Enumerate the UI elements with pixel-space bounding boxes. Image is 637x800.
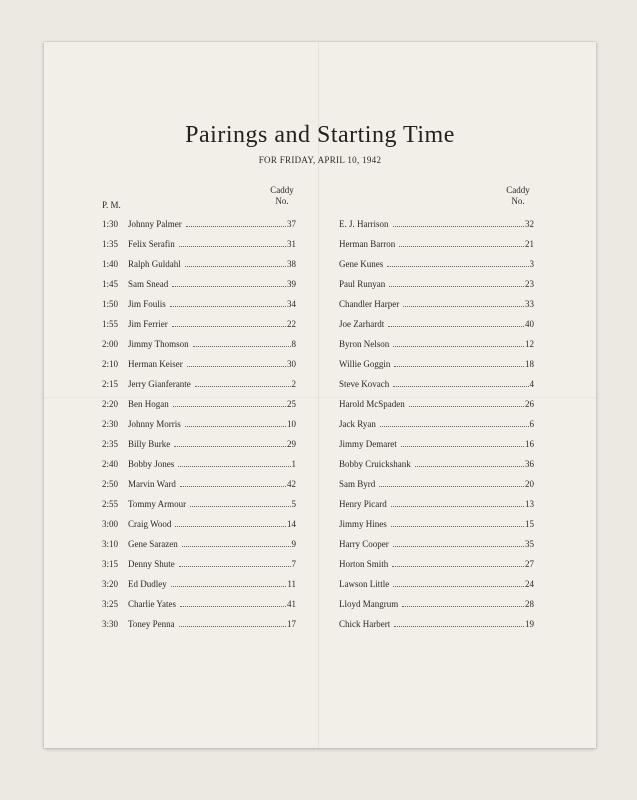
leader-dots bbox=[393, 386, 529, 387]
tee-time: 2:30 bbox=[102, 419, 119, 429]
pairing-row bbox=[44, 497, 596, 511]
caddy-number: 26 bbox=[525, 399, 534, 409]
caddy-number: 23 bbox=[525, 279, 534, 289]
caddy-number: 10 bbox=[287, 419, 296, 429]
pairing-row bbox=[44, 517, 596, 531]
tee-time: 2:15 bbox=[102, 379, 119, 389]
leader-dots bbox=[393, 346, 524, 347]
caddy-number: 37 bbox=[287, 219, 296, 229]
tee-time: 1:45 bbox=[102, 279, 119, 289]
leader-dots bbox=[402, 606, 524, 607]
leader-dots bbox=[172, 286, 286, 287]
caddy-header-line1: Caddy bbox=[506, 185, 530, 195]
caddy-number: 13 bbox=[525, 499, 534, 509]
tee-time: 2:40 bbox=[102, 459, 119, 469]
tee-time: 2:10 bbox=[102, 359, 119, 369]
caddy-number: 14 bbox=[287, 519, 296, 529]
leader-dots bbox=[403, 306, 524, 307]
leader-dots bbox=[171, 586, 286, 587]
caddy-number: 30 bbox=[287, 359, 296, 369]
caddy-number: 2 bbox=[291, 379, 296, 389]
player-name: Ralph Guldahl bbox=[128, 259, 181, 269]
player-name: Harold McSpaden bbox=[339, 399, 405, 409]
page-subtitle: FOR FRIDAY, APRIL 10, 1942 bbox=[258, 155, 382, 165]
player-name: Lawson Little bbox=[339, 579, 390, 589]
leader-dots bbox=[393, 546, 524, 547]
caddy-number: 18 bbox=[525, 359, 534, 369]
player-name: E. J. Harrison bbox=[339, 219, 389, 229]
player-name: Sam Snead bbox=[128, 279, 169, 289]
caddy-number: 39 bbox=[287, 279, 296, 289]
leader-dots bbox=[394, 366, 524, 367]
pairing-row bbox=[44, 577, 596, 591]
caddy-number: 36 bbox=[525, 459, 534, 469]
leader-dots bbox=[393, 586, 524, 587]
caddy-number: 33 bbox=[525, 299, 534, 309]
tee-time: 3:25 bbox=[102, 599, 119, 609]
caddy-number: 28 bbox=[525, 599, 534, 609]
player-name: Gene Sarazen bbox=[128, 539, 178, 549]
caddy-number: 12 bbox=[525, 339, 534, 349]
caddy-number: 1 bbox=[291, 459, 296, 469]
caddy-number: 34 bbox=[287, 299, 296, 309]
player-name: Harry Cooper bbox=[339, 539, 389, 549]
tee-time: 2:20 bbox=[102, 399, 119, 409]
pm-column-header: P. M. bbox=[102, 200, 121, 210]
player-name: Paul Runyan bbox=[339, 279, 386, 289]
page-title: Pairings and Starting Time bbox=[185, 122, 455, 148]
player-name: Chick Harbert bbox=[339, 619, 391, 629]
player-name: Joe Zarhardt bbox=[339, 319, 385, 329]
pairing-row bbox=[44, 217, 596, 231]
tee-time: 3:00 bbox=[102, 519, 119, 529]
tee-time: 1:55 bbox=[102, 319, 119, 329]
caddy-number: 35 bbox=[525, 539, 534, 549]
caddy-number: 38 bbox=[287, 259, 296, 269]
caddy-no-header-right bbox=[503, 185, 533, 207]
player-name: Byron Nelson bbox=[339, 339, 390, 349]
tee-time: 3:20 bbox=[102, 579, 119, 589]
caddy-number: 7 bbox=[291, 559, 296, 569]
leader-dots bbox=[185, 426, 286, 427]
player-name: Tommy Armour bbox=[128, 499, 187, 509]
tee-time: 1:30 bbox=[102, 219, 119, 229]
caddy-header-line2: No. bbox=[511, 196, 525, 206]
leader-dots bbox=[415, 466, 524, 467]
leader-dots bbox=[174, 446, 286, 447]
caddy-number: 41 bbox=[287, 599, 296, 609]
pairing-row bbox=[44, 557, 596, 571]
leader-dots bbox=[401, 446, 524, 447]
pairing-row bbox=[44, 417, 596, 431]
leader-dots bbox=[391, 526, 524, 527]
player-name: Ed Dudley bbox=[128, 579, 167, 589]
leader-dots bbox=[388, 326, 524, 327]
caddy-number: 32 bbox=[525, 219, 534, 229]
leader-dots bbox=[186, 226, 286, 227]
player-name: Denny Shute bbox=[128, 559, 175, 569]
pairing-row bbox=[44, 397, 596, 411]
player-name: Horton Smith bbox=[339, 559, 389, 569]
pairing-row bbox=[44, 537, 596, 551]
tee-time: 2:50 bbox=[102, 479, 119, 489]
leader-dots bbox=[185, 266, 286, 267]
leader-dots bbox=[173, 406, 286, 407]
leader-dots bbox=[180, 606, 286, 607]
caddy-number: 40 bbox=[525, 319, 534, 329]
player-name: Bobby Cruickshank bbox=[339, 459, 411, 469]
tee-time: 2:35 bbox=[102, 439, 119, 449]
leader-dots bbox=[393, 226, 524, 227]
player-name: Jerry Gianferante bbox=[128, 379, 191, 389]
player-name: Lloyd Mangrum bbox=[339, 599, 399, 609]
caddy-number: 3 bbox=[529, 259, 534, 269]
tee-time: 2:00 bbox=[102, 339, 119, 349]
pairing-row bbox=[44, 357, 596, 371]
caddy-number: 29 bbox=[287, 439, 296, 449]
player-name: Bobby Jones bbox=[128, 459, 175, 469]
caddy-number: 5 bbox=[291, 499, 296, 509]
pairing-row bbox=[44, 457, 596, 471]
leader-dots bbox=[409, 406, 524, 407]
player-name: Jimmy Thomson bbox=[128, 339, 189, 349]
player-name: Jim Ferrier bbox=[128, 319, 168, 329]
pairing-row bbox=[44, 377, 596, 391]
leader-dots bbox=[394, 626, 524, 627]
tee-time: 3:30 bbox=[102, 619, 119, 629]
leader-dots bbox=[389, 286, 524, 287]
leader-dots bbox=[387, 266, 529, 267]
player-name: Herman Barron bbox=[339, 239, 396, 249]
player-name: Marvin Ward bbox=[128, 479, 176, 489]
pairing-row bbox=[44, 437, 596, 451]
caddy-number: 6 bbox=[529, 419, 534, 429]
caddy-number: 19 bbox=[525, 619, 534, 629]
leader-dots bbox=[172, 326, 286, 327]
caddy-number: 16 bbox=[525, 439, 534, 449]
player-name: Herman Keiser bbox=[128, 359, 183, 369]
pairing-row bbox=[44, 237, 596, 251]
player-name: Willie Goggin bbox=[339, 359, 391, 369]
caddy-no-header-left bbox=[267, 185, 297, 207]
caddy-number: 25 bbox=[287, 399, 296, 409]
leader-dots bbox=[179, 246, 286, 247]
caddy-number: 17 bbox=[287, 619, 296, 629]
caddy-number: 8 bbox=[291, 339, 296, 349]
document-page bbox=[44, 42, 596, 748]
tee-time: 3:10 bbox=[102, 539, 119, 549]
caddy-number: 11 bbox=[287, 579, 296, 589]
leader-dots bbox=[175, 526, 286, 527]
tee-time: 2:55 bbox=[102, 499, 119, 509]
caddy-number: 42 bbox=[287, 479, 296, 489]
player-name: Jim Foulis bbox=[128, 299, 166, 309]
leader-dots bbox=[380, 426, 529, 427]
player-name: Johnny Morris bbox=[128, 419, 181, 429]
player-name: Gene Kunes bbox=[339, 259, 384, 269]
pairing-row bbox=[44, 477, 596, 491]
caddy-number: 27 bbox=[525, 559, 534, 569]
leader-dots bbox=[180, 486, 286, 487]
caddy-number: 20 bbox=[525, 479, 534, 489]
tee-time: 1:50 bbox=[102, 299, 119, 309]
leader-dots bbox=[179, 626, 286, 627]
leader-dots bbox=[392, 566, 524, 567]
caddy-header-line2: No. bbox=[275, 196, 289, 206]
player-name: Craig Wood bbox=[128, 519, 172, 529]
leader-dots bbox=[399, 246, 524, 247]
pairing-row bbox=[44, 617, 596, 631]
player-name: Ben Hogan bbox=[128, 399, 169, 409]
player-name: Billy Burke bbox=[128, 439, 171, 449]
pairing-row bbox=[44, 277, 596, 291]
caddy-number: 22 bbox=[287, 319, 296, 329]
caddy-number: 31 bbox=[287, 239, 296, 249]
pairing-row bbox=[44, 597, 596, 611]
caddy-number: 24 bbox=[525, 579, 534, 589]
player-name: Johnny Palmer bbox=[128, 219, 182, 229]
pairing-row bbox=[44, 337, 596, 351]
player-name: Chandler Harper bbox=[339, 299, 400, 309]
tee-time: 1:35 bbox=[102, 239, 119, 249]
pairing-row bbox=[44, 257, 596, 271]
pairing-row bbox=[44, 297, 596, 311]
caddy-number: 9 bbox=[291, 539, 296, 549]
caddy-number: 21 bbox=[525, 239, 534, 249]
leader-dots bbox=[379, 486, 524, 487]
player-name: Jimmy Hines bbox=[339, 519, 387, 529]
player-name: Toney Penna bbox=[128, 619, 175, 629]
player-name: Felix Serafin bbox=[128, 239, 175, 249]
tee-time: 1:40 bbox=[102, 259, 119, 269]
tee-time: 3:15 bbox=[102, 559, 119, 569]
caddy-number: 4 bbox=[529, 379, 534, 389]
caddy-header-line1: Caddy bbox=[270, 185, 294, 195]
caddy-number: 15 bbox=[525, 519, 534, 529]
player-name: Henry Picard bbox=[339, 499, 387, 509]
player-name: Sam Byrd bbox=[339, 479, 376, 489]
player-name: Jack Ryan bbox=[339, 419, 376, 429]
player-name: Charlie Yates bbox=[128, 599, 176, 609]
leader-dots bbox=[170, 306, 286, 307]
player-name: Steve Kovach bbox=[339, 379, 390, 389]
leader-dots bbox=[391, 506, 524, 507]
player-name: Jimmy Demaret bbox=[339, 439, 397, 449]
pairing-row bbox=[44, 317, 596, 331]
